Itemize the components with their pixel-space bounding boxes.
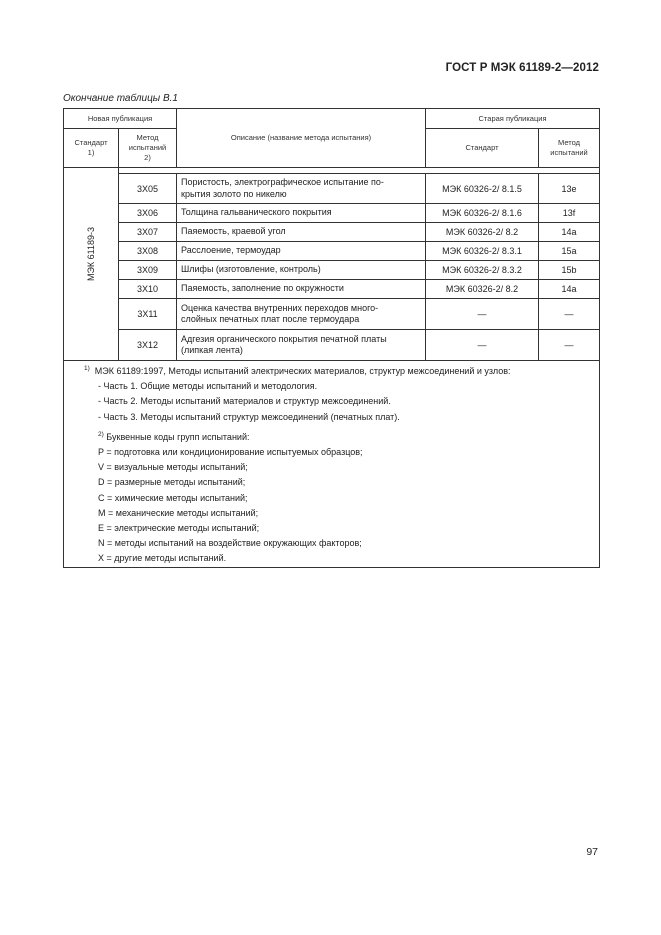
- table-row: [64, 174, 600, 204]
- row-old-method: 15a: [539, 242, 600, 261]
- new-standard-header: [64, 129, 119, 168]
- row-description: Пористость, электрографическое испытание по- крытия золото по никелю: [177, 174, 426, 204]
- row-old-standard: МЭК 60326-2/ 8.3.2: [426, 261, 539, 280]
- row-old-method: 15b: [539, 261, 600, 280]
- footnote-1-mark: 1): [84, 365, 90, 372]
- new-standard-header-note: 1): [87, 148, 95, 157]
- footnote-1-text: МЭК 61189:1997, Методы испытаний электрических материалов, структур межсоединений и узлов:: [94, 366, 511, 376]
- row-old-method: 14a: [539, 223, 600, 242]
- table-row: [64, 242, 600, 261]
- row-old-standard: МЭК 60326-2/ 8.3.1: [426, 242, 539, 261]
- row-old-method: 14a: [539, 280, 600, 299]
- footnote-2-item: X = другие методы испытаний.: [98, 553, 227, 564]
- footnote-2-item: P = подготовка или кондиционирование испытуемых образцов;: [98, 447, 363, 458]
- group-standard-label: МЭК 61189-3: [86, 226, 96, 282]
- row-old-standard: —: [426, 330, 539, 361]
- footnote-2-item: D = размерные методы испытаний;: [98, 477, 246, 488]
- page-number: 97: [586, 846, 598, 858]
- old-publication-header: Старая публикация: [426, 109, 600, 129]
- row-old-method: —: [539, 299, 600, 330]
- table-row: [64, 330, 600, 361]
- row-old-method: 13e: [539, 174, 600, 204]
- footnote-2-item: C = химические методы испытаний;: [98, 492, 248, 503]
- row-old-method: —: [539, 330, 600, 361]
- table-row: [64, 261, 600, 280]
- row-code: 3X10: [119, 280, 177, 299]
- row-old-standard: МЭК 60326-2/ 8.2: [426, 223, 539, 242]
- new-method-header-label: Метод испытаний: [128, 133, 167, 152]
- document-header-title: ГОСТ Р МЭК 61189-2—2012: [445, 62, 599, 74]
- new-standard-header-label: Стандарт: [74, 138, 108, 147]
- old-standard-header: Стандарт: [426, 129, 539, 168]
- row-code: 3X11: [119, 299, 177, 330]
- table-row: [64, 280, 600, 299]
- footnote-1-item: - Часть 2. Методы испытаний материалов и структур межсоединений.: [98, 396, 391, 407]
- old-method-header: Метод испытаний: [539, 129, 600, 168]
- group-standard-cell: [64, 168, 119, 361]
- table-row: [64, 299, 600, 330]
- footnotes-row: [64, 361, 600, 568]
- row-description: Паяемость, краевой угол: [177, 223, 426, 242]
- row-code: 3X05: [119, 174, 177, 204]
- footnote-2-text: Буквенные коды групп испытаний:: [106, 431, 250, 442]
- row-old-standard: —: [426, 299, 539, 330]
- new-method-header: [119, 129, 177, 168]
- footnote-2-item: N = методы испытаний на воздействие окружающих факторов;: [98, 538, 362, 549]
- row-code: 3X12: [119, 330, 177, 361]
- row-description: Адгезия органического покрытия печатной платы (липкая лента): [177, 330, 426, 361]
- footnote-2: [98, 427, 595, 445]
- row-old-standard: МЭК 60326-2/ 8.1.6: [426, 204, 539, 223]
- footnote-1-item: - Часть 3. Методы испытаний структур межсоединений (печатных плат).: [98, 411, 400, 422]
- row-description: Оценка качества внутренних переходов много- слойных печатных плат после термоудара: [177, 299, 426, 330]
- description-header: Описание (название метода испытания): [177, 109, 426, 168]
- row-description: Паяемость, заполнение по окружности: [177, 280, 426, 299]
- row-description: Шлифы (изготовление, контроль): [177, 261, 426, 280]
- row-code: 3X08: [119, 242, 177, 261]
- row-old-standard: МЭК 60326-2/ 8.1.5: [426, 174, 539, 204]
- footnote-1: [84, 361, 595, 379]
- row-old-standard: МЭК 60326-2/ 8.2: [426, 280, 539, 299]
- row-description: Толщина гальванического покрытия: [177, 204, 426, 223]
- new-method-header-note: 2): [144, 153, 151, 162]
- header-row-1: [64, 109, 600, 129]
- table-row: [64, 223, 600, 242]
- new-publication-header: Новая публикация: [64, 109, 177, 129]
- table-row: [64, 204, 600, 223]
- row-old-method: 13f: [539, 204, 600, 223]
- footnote-2-item: V = визуальные методы испытаний;: [98, 462, 248, 473]
- footnotes-cell: [64, 361, 600, 568]
- row-code: 3X09: [119, 261, 177, 280]
- test-methods-table: [63, 108, 600, 568]
- footnote-1-item: - Часть 1. Общие методы испытаний и методология.: [98, 381, 318, 392]
- row-code: 3X07: [119, 223, 177, 242]
- table-caption: Окончание таблицы В.1: [63, 93, 178, 104]
- row-description: Расслоение, термоудар: [177, 242, 426, 261]
- footnote-2-item: E = электрические методы испытаний;: [98, 523, 260, 534]
- footnote-2-item: M = механические методы испытаний;: [98, 507, 259, 518]
- footnote-2-mark: 2): [98, 430, 104, 438]
- row-code: 3X06: [119, 204, 177, 223]
